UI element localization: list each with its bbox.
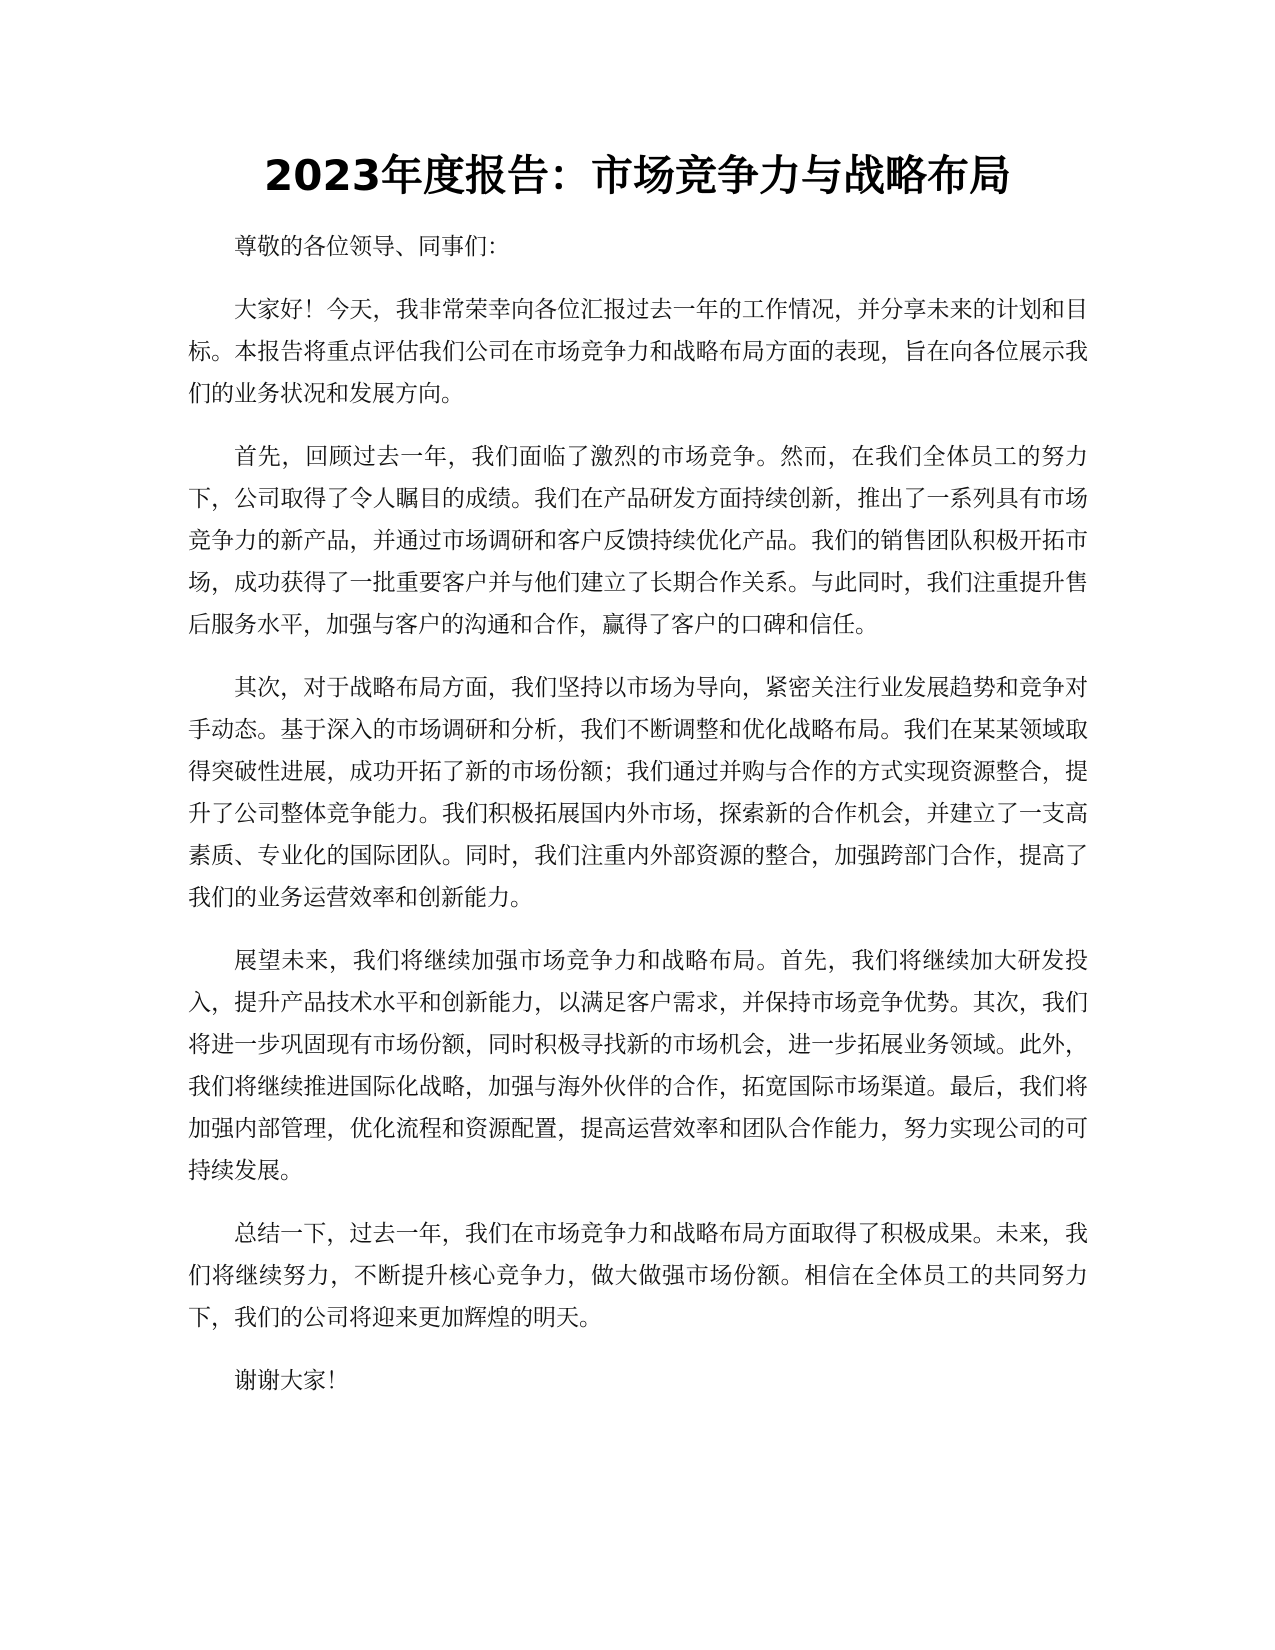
paragraph-summary: 总结一下，过去一年，我们在市场竞争力和战略布局方面取得了积极成果。未来，我们将继续努力，不断提升核心竞争力，做大做强市场份额。相信在全体员工的共同努力下，我们的公司将迎来更加辉煌的明天。 <box>188 1221 1088 1331</box>
closing-line: 谢谢大家！ <box>234 1368 349 1394</box>
document-body <box>188 226 1088 1423</box>
salutation: 尊敬的各位领导、同事们： <box>234 234 510 260</box>
paragraph-intro: 大家好！今天，我非常荣幸向各位汇报过去一年的工作情况，并分享未来的计划和目标。本报告将重点评估我们公司在市场竞争力和战略布局方面的表现，旨在向各位展示我们的业务状况和发展方向。 <box>188 297 1088 407</box>
document-title: 2023年度报告：市场竞争力与战略布局 <box>264 151 1011 200</box>
paragraph-outlook: 展望未来，我们将继续加强市场竞争力和战略布局。首先，我们将继续加大研发投入，提升产品技术水平和创新能力，以满足客户需求，并保持市场竞争优势。其次，我们将进一步巩固现有市场份额，同时积极寻找新的市场机会，进一步拓展业务领域。此外，我们将继续推进国际化战略，加强与海外伙伴的合作，拓宽国际市场渠道。最后，我们将加强内部管理，优化流程和资源配置，提高运营效率和团队合作能力，努力实现公司的可持续发展。 <box>188 948 1088 1184</box>
paragraph-review: 首先，回顾过去一年，我们面临了激烈的市场竞争。然而，在我们全体员工的努力下，公司取得了令人瞩目的成绩。我们在产品研发方面持续创新，推出了一系列具有市场竞争力的新产品，并通过市场调研和客户反馈持续优化产品。我们的销售团队积极开拓市场，成功获得了一批重要客户并与他们建立了长期合作关系。与此同时，我们注重提升售后服务水平，加强与客户的沟通和合作，赢得了客户的口碑和信任。 <box>188 444 1088 638</box>
paragraph-strategy: 其次，对于战略布局方面，我们坚持以市场为导向，紧密关注行业发展趋势和竞争对手动态。基于深入的市场调研和分析，我们不断调整和优化战略布局。我们在某某领域取得突破性进展，成功开拓了新的市场份额；我们通过并购与合作的方式实现资源整合，提升了公司整体竞争能力。我们积极拓展国内外市场，探索新的合作机会，并建立了一支高素质、专业化的国际团队。同时，我们注重内外部资源的整合，加强跨部门合作，提高了我们的业务运营效率和创新能力。 <box>188 675 1088 911</box>
